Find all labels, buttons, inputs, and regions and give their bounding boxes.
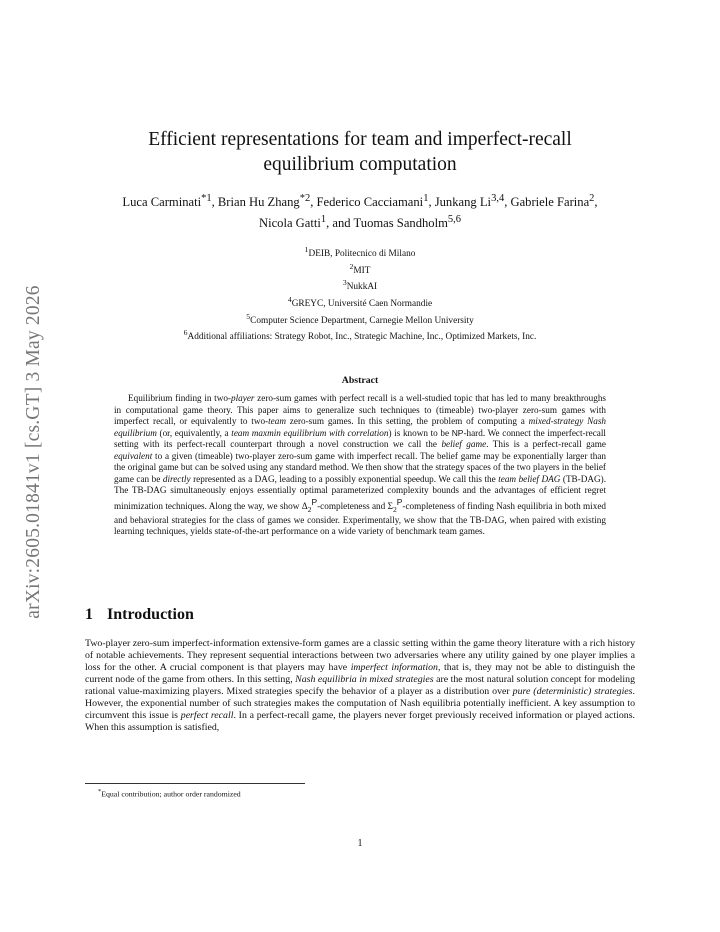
- abstract-text: Equilibrium finding in two-: [128, 393, 231, 403]
- affiliation-mark: 2: [349, 261, 354, 271]
- author-line-2: [80, 211, 640, 232]
- affiliation-item: [80, 277, 640, 294]
- author-name: Tuomas Sandholm: [353, 216, 448, 231]
- intro-text: . In a perfect-recall game, the players never forget previously received information or played actions. When this assumption is satisfied,: [85, 710, 636, 733]
- author-mark: 3,4: [491, 193, 505, 204]
- footnote: [98, 788, 241, 799]
- affiliation-text: DEIB, Politecnico di Milano: [308, 249, 416, 260]
- abstract-text: (or, equivalently, a: [156, 427, 232, 438]
- author-name: Nicola Gatti: [258, 216, 321, 231]
- abstract-emph: team belief DAG: [498, 473, 561, 484]
- affiliation-text: Computer Science Department, Carnegie Mellon University: [250, 315, 474, 326]
- affiliation-text: MIT: [353, 265, 371, 276]
- affiliation-item: [80, 261, 640, 278]
- affiliation-text: NukkAI: [346, 282, 378, 293]
- author-name: Brian Hu Zhang: [217, 195, 300, 210]
- section-heading: [85, 606, 194, 624]
- abstract-emph: belief game: [441, 439, 487, 449]
- abstract-text: . This is a perfect-recall game: [486, 439, 606, 449]
- abstract-emph: team maxmin equilibrium with correlation: [231, 427, 389, 438]
- delta-symbol: Δ: [301, 500, 308, 511]
- abstract-text: -completeness of finding Nash equilibria in both mixed and behavioral strategies for the class of games we consider. Experimentally, we show that the TB-DAG, when paired with existing learning techniques, yields state-of-the-art performance on a wide variety of benchmark team games.: [114, 500, 606, 537]
- abstract-text: represented as a DAG, leading to a possibly exponential speedup. We call this the: [190, 473, 499, 484]
- math-subscript: 2: [392, 504, 397, 514]
- affiliation-item: [80, 244, 640, 261]
- author-mark: 5,6: [447, 214, 462, 226]
- sigma-symbol: Σ: [387, 500, 393, 511]
- math-superscript: P: [396, 496, 403, 507]
- abstract-text: -hard. We connect the imperfect-recall setting with its perfect-recall counterpart through a novel construction we call the: [114, 427, 606, 449]
- author-mark: *2: [299, 193, 311, 204]
- affiliation-mark: 5: [246, 311, 251, 321]
- affiliation-mark: 4: [287, 295, 292, 305]
- abstract-text: (TB-DAG). The TB-DAG simultaneously enjoys essentially optimal parameterized complexity bounds and the advantages of efficient regret minimization techniques. Along the way, we show: [114, 473, 607, 511]
- abstract-emph: team: [268, 416, 286, 426]
- abstract-emph: equivalent: [114, 450, 153, 461]
- abstract-body: [114, 393, 606, 538]
- intro-text: Two-player zero-sum imperfect-information extensive-form games are a classic setting within the game theory literature with a rich history of notable achievements. They represent sequential interactions between two adversaries where any utility gained by one player implies a loss for the other. A crucial component is that players may have: [85, 638, 635, 673]
- abstract-emph: directly: [162, 473, 191, 484]
- author-line-1: [80, 190, 640, 211]
- affiliation-item: [80, 311, 640, 328]
- footnote-rule: [85, 783, 305, 784]
- abstract-emph: mixed-strategy Nash equilibrium: [114, 416, 606, 438]
- section-title: Introduction: [107, 606, 194, 623]
- affiliation-mark: 3: [342, 278, 347, 288]
- author-mark: 1: [423, 193, 429, 204]
- abstract-text: zero-sum games with perfect recall is a well-studied topic that has led to many breakthroughs in computational game theory. This paper aims to generalize such techniques to (timeable) two-player zero-sum games with imperfect recall, or equivalently to two-: [114, 393, 607, 426]
- author-mark: *1: [201, 193, 212, 204]
- affiliation-item: [80, 327, 640, 344]
- affiliation-mark: 6: [183, 328, 188, 338]
- intro-text: are the most natural solution concept for modeling rational value-maximizing players. Mixed strategies specify the behavior of a player as a distribution over: [85, 674, 635, 697]
- abstract-emph: player: [231, 393, 255, 403]
- author-separator: ,: [594, 195, 598, 210]
- author-mark: 2: [589, 193, 595, 204]
- abstract-heading: Abstract: [341, 375, 379, 386]
- affiliation-text: Additional affiliations: Strategy Robot, Inc., Strategic Machine, Inc., Optimized Markets, Inc.: [187, 332, 537, 343]
- intro-emph: imperfect information: [350, 662, 438, 673]
- author-mark: 1: [320, 214, 327, 226]
- intro-text: . However, the exponential number of such strategies makes the computation of Nash equilibria potentially inefficient. A key assumption to circumvent this issue is: [85, 686, 635, 721]
- affiliation-mark: 1: [304, 245, 309, 254]
- paper-title: [85, 127, 635, 177]
- abstract-text: -completeness and: [317, 500, 388, 511]
- author-separator: ,: [428, 195, 435, 210]
- author-name: Gabriele Farina: [510, 195, 590, 210]
- abstract-text: to a given (timeable) two-player zero-sum game with imperfect recall. The belief game may be exponentially larger than the original game but can be solved using any standard method. We then show that the strategy spaces of the two players in the belief game can be: [114, 450, 606, 484]
- title-line-2: equilibrium computation: [263, 154, 457, 175]
- footnote-text: Equal contribution; author order randomized: [101, 789, 241, 799]
- intro-emph: perfect recall: [180, 710, 234, 721]
- footnote-mark: *: [98, 788, 102, 795]
- intro-emph: pure (deterministic) strategies: [512, 686, 633, 697]
- abstract-text: zero-sum games. In this setting, the problem of computing a: [285, 416, 529, 426]
- affiliation-item: [80, 294, 640, 311]
- np-class: NP: [451, 427, 464, 438]
- author-name: Luca Carminati: [122, 195, 202, 210]
- author-separator: ,: [211, 195, 218, 210]
- affiliations: [80, 244, 640, 344]
- author-list: [80, 190, 640, 232]
- author-separator: ,: [310, 195, 317, 210]
- page-number: 1: [357, 838, 363, 849]
- intro-paragraph: [85, 638, 635, 734]
- section-number: 1: [85, 606, 93, 623]
- arxiv-sidebar: [22, 262, 46, 642]
- intro-emph: Nash equilibria in mixed strategies: [295, 674, 434, 685]
- abstract-text: ) is known to be: [388, 427, 452, 438]
- author-separator: , and: [326, 216, 354, 231]
- arxiv-identifier: arXiv:2605.01841v1 [cs.GT] 3 May 2026: [23, 285, 44, 619]
- affiliation-text: GREYC, Université Caen Normandie: [291, 299, 433, 310]
- title-line-1: Efficient representations for team and imperfect-recall: [148, 129, 572, 150]
- math-subscript: 2: [307, 504, 312, 514]
- author-name: Federico Cacciamani: [316, 195, 424, 210]
- author-separator: ,: [504, 195, 511, 210]
- math-superscript: P: [311, 496, 318, 507]
- author-name: Junkang Li: [434, 195, 492, 210]
- intro-text: , that is, they may not be able to distinguish the current node of the game from others. In this setting,: [85, 662, 635, 685]
